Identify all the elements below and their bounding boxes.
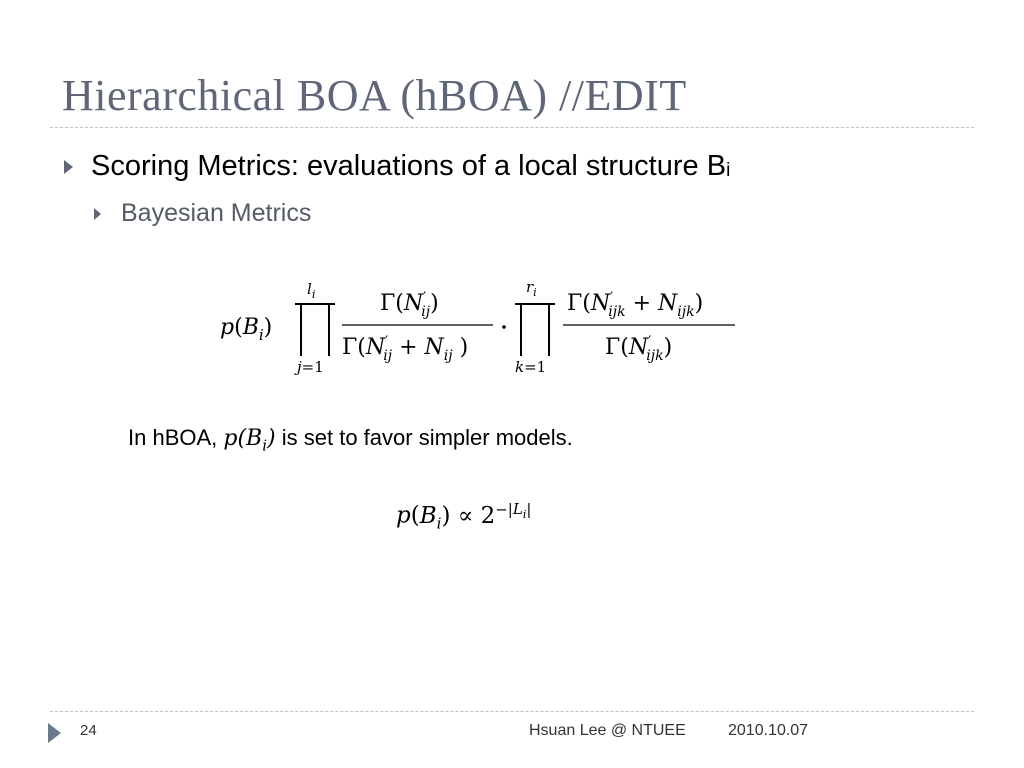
proportionality-formula: $p(B_i) \propto 2^{-|L_i|}$ — [396, 500, 532, 533]
bullet-level-2 — [94, 199, 311, 228]
product1-upper: $l_i$ — [307, 280, 316, 301]
slide-title: Hierarchical BOA (hBOA) //EDIT — [62, 71, 687, 120]
footer-author: Hsuan Lee @ NTUEE — [529, 722, 686, 739]
product2-upper: $r_i$ — [526, 278, 537, 299]
multiply-dot — [502, 325, 506, 329]
product-symbol-1 — [295, 304, 335, 356]
product-symbol-2 — [515, 304, 555, 356]
footer-date: 2010.10.07 — [728, 722, 809, 739]
title-divider — [50, 127, 974, 128]
product1-lower: j=1 — [297, 358, 324, 376]
bullet-level-1 — [64, 150, 730, 183]
sub-bullet-arrow-icon — [94, 208, 101, 220]
bullet-text: Scoring Metrics: evaluations of a local structure B — [91, 150, 727, 182]
bullet-subscript: i — [726, 160, 731, 181]
note-formula: $p(B_i)$ — [223, 426, 276, 455]
sub-bullet-text: Bayesian Metrics — [121, 199, 312, 227]
footer-arrow-icon — [48, 723, 61, 743]
fraction2-numerator: Γ(N′ ijk + $N_{ijk}$) — [567, 290, 704, 320]
eq-lhs: $p(B_i)$ — [220, 315, 273, 344]
fraction1-denominator: Γ(N′ ij + $N_{ij}$ ) — [342, 334, 469, 364]
fraction2-denominator: Γ(N′ ijk) — [605, 334, 673, 364]
note-prefix: In hBOA, — [128, 425, 224, 450]
product2-lower: k=1 — [515, 358, 547, 376]
bullet-arrow-icon — [64, 160, 73, 174]
note-suffix: is set to favor simpler models. — [275, 425, 573, 450]
bayesian-metric-equation — [215, 272, 775, 382]
footer-divider — [50, 711, 974, 712]
page-number: 24 — [80, 722, 97, 739]
fraction1-numerator: Γ(N′ ij) — [380, 290, 439, 320]
hboa-note — [128, 425, 573, 454]
